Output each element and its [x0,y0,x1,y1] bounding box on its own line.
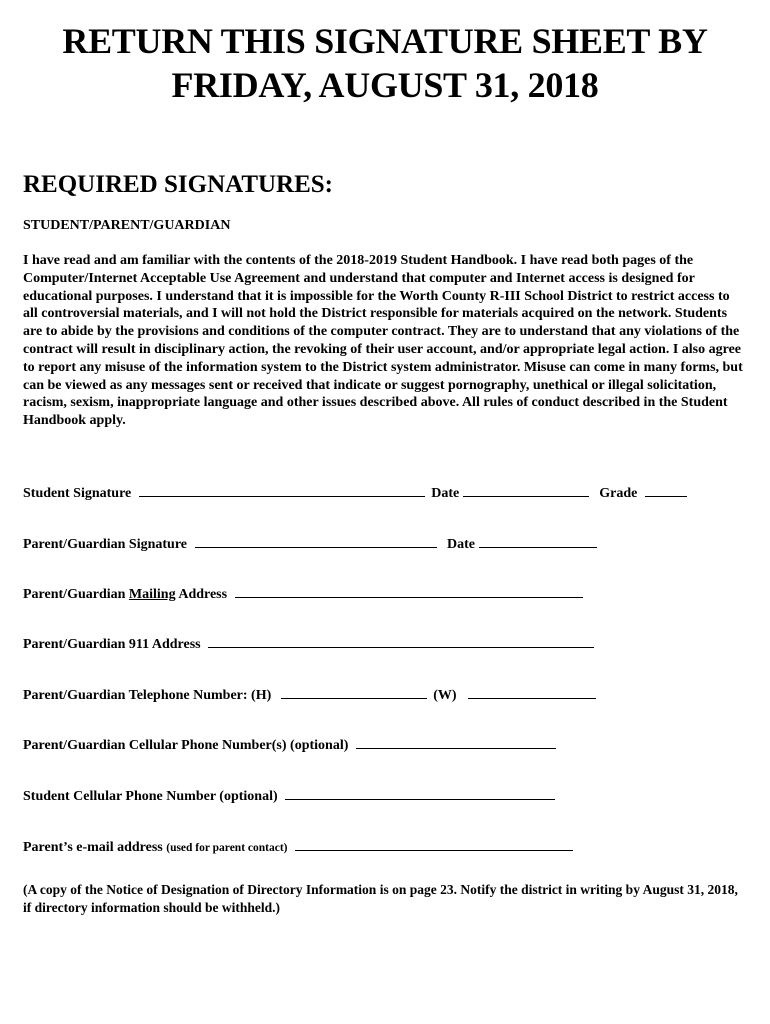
address-911-blank[interactable] [208,635,594,648]
student-signature-blank[interactable] [139,484,425,497]
subheading: STUDENT/PARENT/GUARDIAN [23,218,231,233]
mailing-suffix-label: Address [178,587,228,602]
address-911-row [23,635,597,653]
email-blank[interactable] [295,838,573,851]
parent-cell-row [23,736,559,754]
directory-information-note: (A copy of the Notice of Designation of Directory Information is on page 23. Notify the district in writing by August 31, 2018, if directory information should be withheld.) [23,882,738,915]
email-row [23,838,576,856]
parent-cell-blank[interactable] [356,736,556,749]
student-date-blank[interactable] [463,484,589,497]
address-911-label: Parent/Guardian 911 Address [23,637,201,652]
section-heading: REQUIRED SIGNATURES: [23,171,334,198]
telephone-work-label: (W) [433,688,457,703]
telephone-work-blank[interactable] [468,686,596,699]
page-title [23,0,747,107]
email-label: Parent’s e-mail address [23,840,163,855]
parent-date-blank[interactable] [479,535,597,548]
student-date-label: Date [431,486,460,501]
student-signature-row [23,484,690,502]
mailing-prefix-label: Parent/Guardian [23,587,126,602]
student-cell-row [23,787,558,805]
mailing-word-label: Mailing [128,587,176,602]
telephone-row [23,686,599,704]
grade-blank[interactable] [645,484,687,497]
grade-label: Grade [599,486,638,501]
title-line-1: RETURN THIS SIGNATURE SHEET BY [62,21,708,61]
mailing-address-blank[interactable] [235,585,583,598]
student-signature-label: Student Signature [23,486,132,501]
parent-signature-row [23,535,600,553]
parent-signature-label: Parent/Guardian Signature [23,537,188,552]
student-cell-label: Student Cellular Phone Number (optional) [23,789,278,804]
telephone-home-label: Parent/Guardian Telephone Number: (H) [23,688,272,703]
student-cell-blank[interactable] [285,787,555,800]
parent-signature-blank[interactable] [195,535,437,548]
telephone-home-blank[interactable] [281,686,427,699]
mailing-address-row [23,585,586,603]
title-line-2: FRIDAY, AUGUST 31, 2018 [171,65,599,105]
agreement-paragraph: I have read and am familiar with the contents of the 2018-2019 Student Handbook. I have read both pages of the Computer/Internet Acceptable Use Agreement and understand that computer and Internet access is designed for educational purposes. I understand that it is impossible for the Worth County R-III School District to restrict access to all controversial materials, and I will not hold the District responsible for materials acquired on the network. Students are to abide by the provisions and conditions of the computer contract. They are to understand that any violations of the contract will result in disciplinary action, the revoking of their user account, and/or appropriate legal action. I also agree to report any misuse of the information system to the District system administrator. Misuse can come in many forms, but can be viewed as any messages sent or received that indicate or suggest pornography, unethical or illegal solicitation, racism, sexism, inappropriate language and other issues described above. All rules of conduct described in the Student Handbook apply. [23,253,743,429]
email-note-label: (used for parent contact) [166,842,288,854]
parent-cell-label: Parent/Guardian Cellular Phone Number(s) (optional) [23,738,349,753]
parent-date-label: Date [447,537,476,552]
